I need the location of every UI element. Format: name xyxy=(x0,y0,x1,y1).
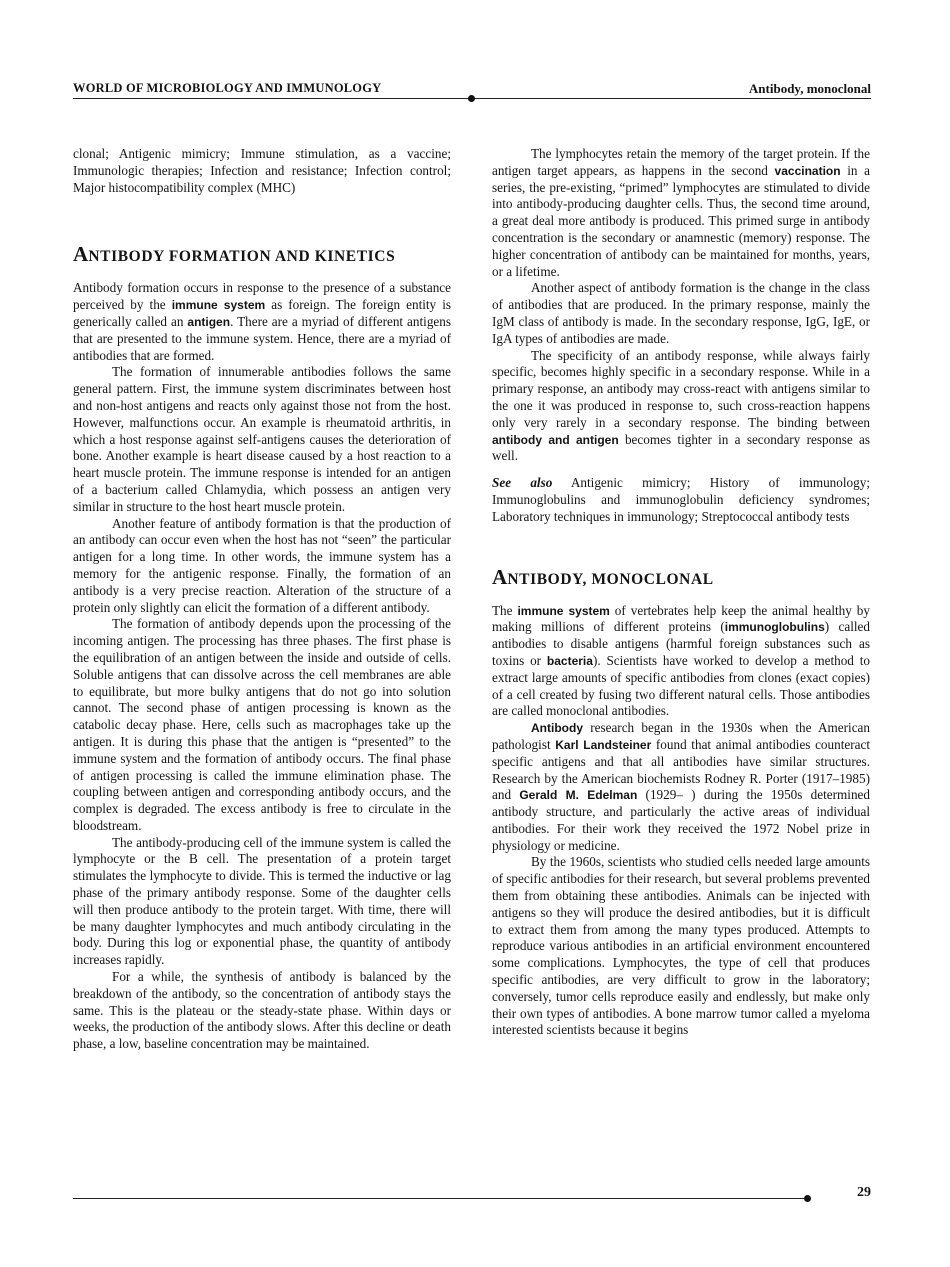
header-rule-dot xyxy=(468,95,475,102)
text: of vertebrates help keep the animal healthy by making millions of different proteins ( xyxy=(492,602,870,635)
text: The lymphocytes retain the memory of the target protein. If the antigen target appears, as happens in the second xyxy=(492,146,870,178)
heading-initial: A xyxy=(73,242,89,267)
term-bacteria: bacteria xyxy=(546,653,593,668)
text: found that animal antibodies counteract specific antigens and that all antibodies have similar structures. Research by the American biochemists Rodney R. Porter (1917–1985) and xyxy=(492,736,870,803)
header-book-title: WORLD OF MICROBIOLOGY AND IMMUNOLOGY xyxy=(73,81,382,95)
text: research began in the 1930s when the American pathologist xyxy=(492,720,870,752)
term-karl-landsteiner: Karl Landsteiner xyxy=(555,737,652,752)
text: as foreign. The foreign entity is generically called an xyxy=(73,297,452,329)
paragraph: The antibody-producing cell of the immune system is called the lymphocyte or the B cell. The presentation of a protein target stimulates the lymphocyte to divide. This is termed the inductive or lag phase of the primary antibody response. Some of the daughter cells will then produce antibody to the protein target. With time, there will be many daughter lymphocytes and much antibody circulating in the body. During this log or exponential phase, the quantity of antibody increases rapidly. xyxy=(73,834,451,968)
section-heading-antibody-monoclonal xyxy=(492,564,870,593)
heading-rest: NTIBODY, MONOCLONAL xyxy=(507,570,714,588)
paragraph: By the 1960s, scientists who studied cells needed large amounts of specific antibodies for their research, but several problems prevented them from obtaining these antibodies. Animals can be injected with antigens so they will produce the desired antibodies, but it is difficult to extract them from among the many types produced. Attempts to reproduce various antibodies in an artificial environment encountered some complications. Lymphocytes, the type of cell that produces specific antibodies, are very difficult to grow in the laboratory; conversely, tumor cells reproduce easily and endlessly, but make only their own types of antibodies. A bone marrow tumor called a myeloma interested scientists because it begins xyxy=(492,854,870,1038)
paragraph xyxy=(492,146,870,280)
heading-rest: NTIBODY FORMATION AND KINETICS xyxy=(88,248,396,266)
heading-initial: A xyxy=(492,564,508,589)
text: ) called antibodies to disable antigens (harmful foreign substances such as toxins or xyxy=(492,619,871,668)
term-vaccination: vaccination xyxy=(774,163,841,178)
paragraph xyxy=(492,720,870,854)
see-also-text: Antigenic mimicry; History of immunology; Immunoglobulins and immunoglobulin deficiency syndromes; Laboratory techniques in immunology; Streptococcal antibody tests xyxy=(492,475,870,524)
paragraph: The formation of innumerable antibodies follows the same general pattern. First, the immune system discriminates between host and non-host antigens and reacts only against those not from the host. However, malfunctions occur. An example is rheumatoid arthritis, in which a host response against self-antigens causes the deterioration of bone. Another example is heart disease caused by a host reaction to a heart muscle protein. The immune response is intended for an antigen of a bacterium called Chlamydia, which possess an antigen very similar in structure to the host heart muscle protein. xyxy=(73,364,451,514)
term-antibody-and-antigen: antibody and antigen xyxy=(492,432,619,447)
paragraph: Another aspect of antibody formation is the change in the class of antibodies that are produced. In the primary response, mainly the IgM class of antibody is made. In the secondary response, IgG, IgE, or IgA types of antibodies are made. xyxy=(492,280,870,346)
term-antigen: antigen xyxy=(187,314,231,329)
footer-rule xyxy=(73,1198,809,1199)
see-also-label: See also xyxy=(492,475,553,491)
paragraph xyxy=(73,280,451,364)
text: Antibody formation occurs in response to the presence of a substance perceived by the xyxy=(73,280,451,313)
paragraph xyxy=(492,603,870,721)
page-number: 29 xyxy=(857,1185,871,1200)
paragraph: For a while, the synthesis of antibody is balanced by the breakdown of the antibody, so the concentration of antibody stays the same. This is the plateau or the steady-state phase. Within days or weeks, the production of the antibody slows. After this decline or death phase, a low, baseline concentration may be maintained. xyxy=(73,969,451,1052)
text: in a series, the pre-existing, “primed” lymphocytes are stimulated to divide into antibody-producing daughter cells. Thus, the second time around, a great deal more antibody is produced. This primed surge in antibody concentration is the secondary or anamnestic (memory) response. The higher concentration of antibody can be maintained for months, years, or a lifetime. xyxy=(492,162,870,279)
header-entry-title: Antibody, monoclonal xyxy=(748,81,871,96)
term-immune-system: immune system xyxy=(171,298,266,313)
text: ). Scientists have worked to develop a method to extract large amounts of specific antibodies from clones (exact copies) of a cell created by fusing two different natural cells. Those antibodies are called monoclonal antibodies. xyxy=(492,652,870,719)
section-heading-antibody-formation xyxy=(73,241,451,270)
text: The xyxy=(492,602,518,618)
left-column xyxy=(73,146,451,1053)
text: (1929– ) during the 1950s determined antibody structure, and particularly the active areas of individual antibodies. For their work they received the 1972 Nobel prize in physiology or medicine. xyxy=(492,787,870,853)
term-antibody: Antibody xyxy=(531,721,583,736)
continued-paragraph: clonal; Antigenic mimicry; Immune stimulation, as a vaccine; Immunologic therapies; Infection and resistance; Infection control; Major histocompatibility complex (MHC) xyxy=(73,146,451,195)
text: becomes tighter in a secondary response as well. xyxy=(492,431,870,464)
term-gerald-edelman: Gerald M. Edelman xyxy=(519,788,638,803)
paragraph: The formation of antibody depends upon the processing of the incoming antigen. The processing has three phases. The first phase is the equilibration of an antigen between the inside and outside of cells. Soluble antigens that can dissolve across the cell membranes are able to equilibrate, but more bulky antigens that do not go into solution cannot. The second phase of antigen processing is known as the catabolic decay phase. Here, cells such as macrophages take up the antigen. It is during this phase that the antigen is “presented” to the immune system and the formation of antibody occurs. The final phase of antigen processing is called the immune elimination phase. The coupling between antigen and corresponding antibody occurs, and the complex is degraded. The excess antibody is free to circulate in the bloodstream. xyxy=(73,616,451,833)
right-column xyxy=(492,146,870,1039)
paragraph: Another feature of antibody formation is that the production of an antibody can occur even when the host has not “seen” the particular antigen for a long time. In other words, the immune system has a memory for the antigenic response. Finally, the formation of an antibody is a very precise reaction. Alteration of the structure of a protein only slightly can elicit the formation of a different antibody. xyxy=(73,515,451,615)
text: The specificity of an antibody response, while always fairly specific, becomes highly specific in a secondary response. While in a primary response, an antibody may cross-react with antigens similar to the one it was produced in response to, such cross-reaction happens only very rarely in a secondary response. The binding between xyxy=(492,347,870,430)
see-also xyxy=(492,475,870,525)
text: . There are a myriad of different antigens that are presented to the immune system. Hence, there are a myriad of antibodies that are formed. xyxy=(73,313,451,363)
footer-rule-dot xyxy=(804,1195,811,1202)
term-immunoglobulins: immunoglobulins xyxy=(724,620,825,635)
paragraph xyxy=(492,348,870,466)
term-immune-system: immune system xyxy=(517,603,610,618)
